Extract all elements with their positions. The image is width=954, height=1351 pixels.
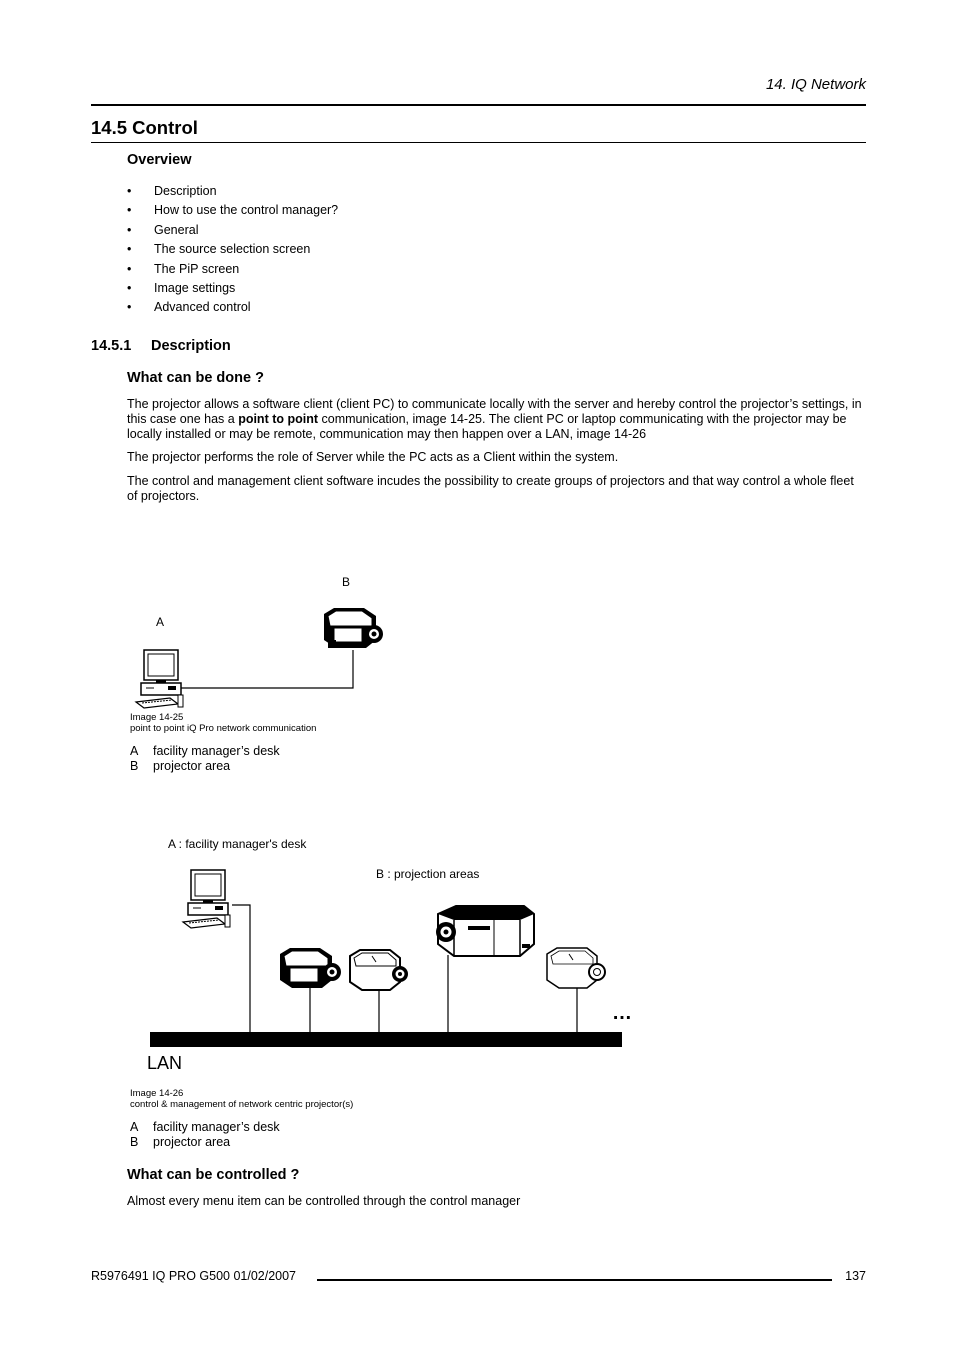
subsection-title: Description — [151, 338, 231, 354]
figure1-caption-number: Image 14-25 — [130, 712, 184, 723]
overview-item-general[interactable]: • General — [127, 222, 199, 237]
figure1-label-b: B — [342, 575, 351, 589]
figure2-label-a: A : facility manager's desk — [168, 837, 307, 851]
overview-item-pip-screen[interactable]: • The PiP screen — [127, 261, 240, 276]
figure1-caption-text: point to point iQ Pro network communication — [130, 723, 317, 734]
overview-item-image-settings[interactable]: • Image settings — [127, 280, 236, 295]
paragraph-1: The projector allows a software client (client PC) to communicate locally with the server and hereby control the projector’s settings, in this case one has a point to point communication, image 14-25. The client PC or laptop communicating with the projector may be locally installed or may be remote, communication may then happen over a LAN, image 14-26 — [127, 397, 862, 441]
paragraph-controlled: Almost every menu item can be controlled through the control manager — [127, 1194, 521, 1208]
overview-item-source-selection[interactable]: • The source selection screen — [127, 242, 311, 257]
what-can-be-done-heading: What can be done ? — [127, 370, 264, 386]
paragraph-3: The control and management client software incudes the possibility to create groups of projectors and that way control a whole fleet of projectors. — [127, 474, 854, 503]
figure2-caption-text: control & management of network centric projector(s) — [130, 1099, 354, 1110]
projector-icon — [547, 948, 605, 988]
paragraph-2: The projector performs the role of Server while the PC acts as a Client within the system. — [127, 450, 619, 464]
legend-row: A facility manager’s desk — [130, 744, 280, 758]
figure2-ellipsis: … — [612, 1002, 634, 1024]
chapter-title: 14. IQ Network — [765, 76, 866, 93]
projector-icon — [436, 906, 534, 956]
overview-item-how-to-use[interactable]: • How to use the control manager? — [127, 203, 339, 218]
legend-row: B projector area — [130, 1134, 231, 1149]
overview-item-description[interactable]: • Description — [127, 184, 217, 198]
footer-rule — [317, 1279, 832, 1281]
figure1-label-a: A — [156, 615, 165, 629]
projector-icon — [350, 950, 408, 990]
page-number: 137 — [845, 1269, 866, 1283]
section-title: 14.5 Control — [91, 117, 198, 138]
legend-row: A facility manager’s desk — [130, 1120, 280, 1134]
figure2-label-b: B : projection areas — [376, 867, 480, 881]
legend-row: B projector area — [130, 758, 231, 773]
figure2-lan-label: LAN — [147, 1053, 183, 1073]
computer-icon — [183, 870, 230, 928]
footer-doc-id: R5976491 IQ PRO G500 01/02/2007 — [91, 1269, 297, 1283]
figure2-caption-number: Image 14-26 — [130, 1088, 184, 1099]
figure2-caption — [130, 1088, 353, 1110]
subsection-number: 14.5.1 — [91, 338, 132, 354]
overview-heading: Overview — [127, 152, 192, 168]
figure2-legend — [130, 1120, 280, 1149]
overview-item-advanced-control[interactable]: • Advanced control — [127, 300, 251, 315]
what-can-be-controlled-heading: What can be controlled ? — [127, 1167, 300, 1183]
projector-icon — [280, 948, 341, 988]
lan-bus — [150, 1032, 622, 1047]
